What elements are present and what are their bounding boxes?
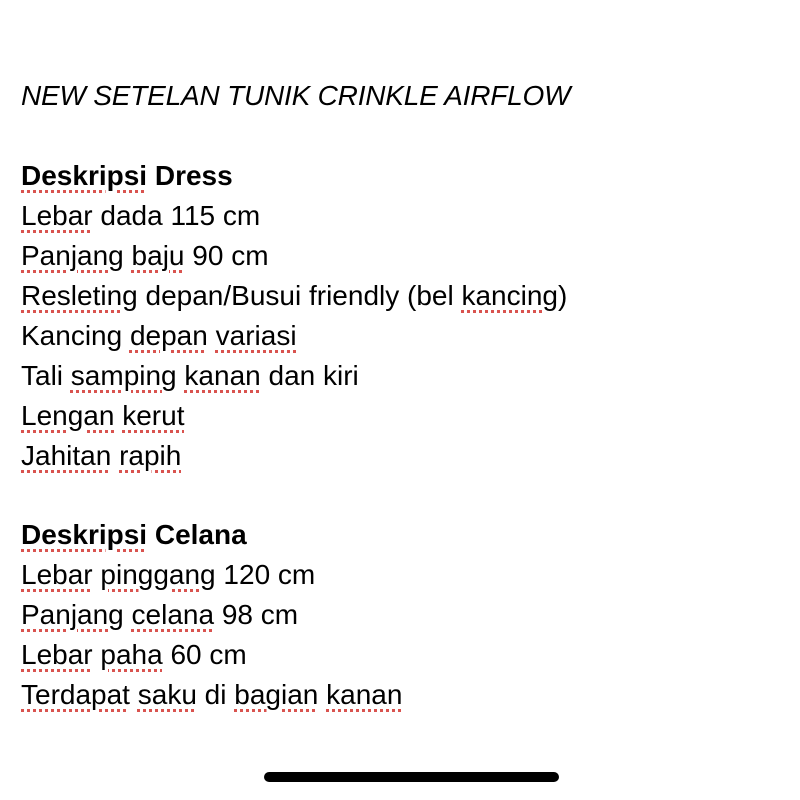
misspelled-word: Resleting: [21, 280, 138, 311]
misspelled-word: rapih: [119, 440, 182, 471]
misspelled-word: Lebar: [21, 559, 93, 590]
celana-line-lebar-paha: Lebar paha 60 cm: [21, 639, 247, 670]
celana-line-saku: Terdapat saku di bagian kanan: [21, 679, 403, 710]
misspelled-word: Lebar: [21, 200, 93, 231]
misspelled-word: paha: [100, 639, 163, 670]
misspelled-word: kancing: [461, 280, 558, 311]
dress-line-lebar-dada: Lebar dada 115 cm: [21, 200, 261, 231]
dress-line-resleting: Resleting depan/Busui friendly (bel kancing): [21, 280, 568, 311]
misspelled-word: Panjang: [21, 599, 124, 630]
misspelled-word: Panjang: [21, 240, 124, 271]
misspelled-word: depan: [129, 320, 208, 351]
misspelled-word: Jahitan: [21, 440, 112, 471]
misspelled-word: kerut: [122, 400, 185, 431]
misspelled-word: saku: [137, 679, 197, 710]
dress-line-tali: Tali samping kanan dan kiri: [21, 360, 359, 391]
misspelled-word: Deskripsi: [21, 160, 148, 191]
section-heading-celana: Deskripsi Celana: [21, 519, 247, 550]
misspelled-word: kanan: [184, 360, 261, 391]
misspelled-word: Deskripsi: [21, 519, 148, 550]
misspelled-word: baju: [131, 240, 185, 271]
misspelled-word: pinggang: [100, 559, 216, 590]
note-title: NEW SETELAN TUNIK CRINKLE AIRFLOW: [21, 80, 571, 111]
misspelled-word: Terdapat: [21, 679, 130, 710]
dress-line-lengan: [21, 400, 184, 432]
misspelled-word: samping: [70, 360, 177, 391]
section-heading-dress: Deskripsi Dress: [21, 160, 233, 191]
misspelled-word: variasi: [215, 320, 297, 351]
dress-line-panjang-baju: Panjang baju 90 cm: [21, 240, 269, 271]
misspelled-word: celana: [131, 599, 215, 630]
dress-line-jahitan: [21, 440, 181, 472]
dress-line-kancing: Kancing depan variasi: [21, 320, 297, 351]
misspelled-word: kanan: [326, 679, 403, 710]
misspelled-word: Lengan: [21, 400, 115, 431]
celana-line-lebar-pinggang: Lebar pinggang 120 cm: [21, 559, 316, 590]
misspelled-word: bagian: [234, 679, 319, 710]
misspelled-word: Lebar: [21, 639, 93, 670]
home-indicator-bar[interactable]: [264, 772, 559, 782]
celana-line-panjang-celana: Panjang celana 98 cm: [21, 599, 299, 630]
